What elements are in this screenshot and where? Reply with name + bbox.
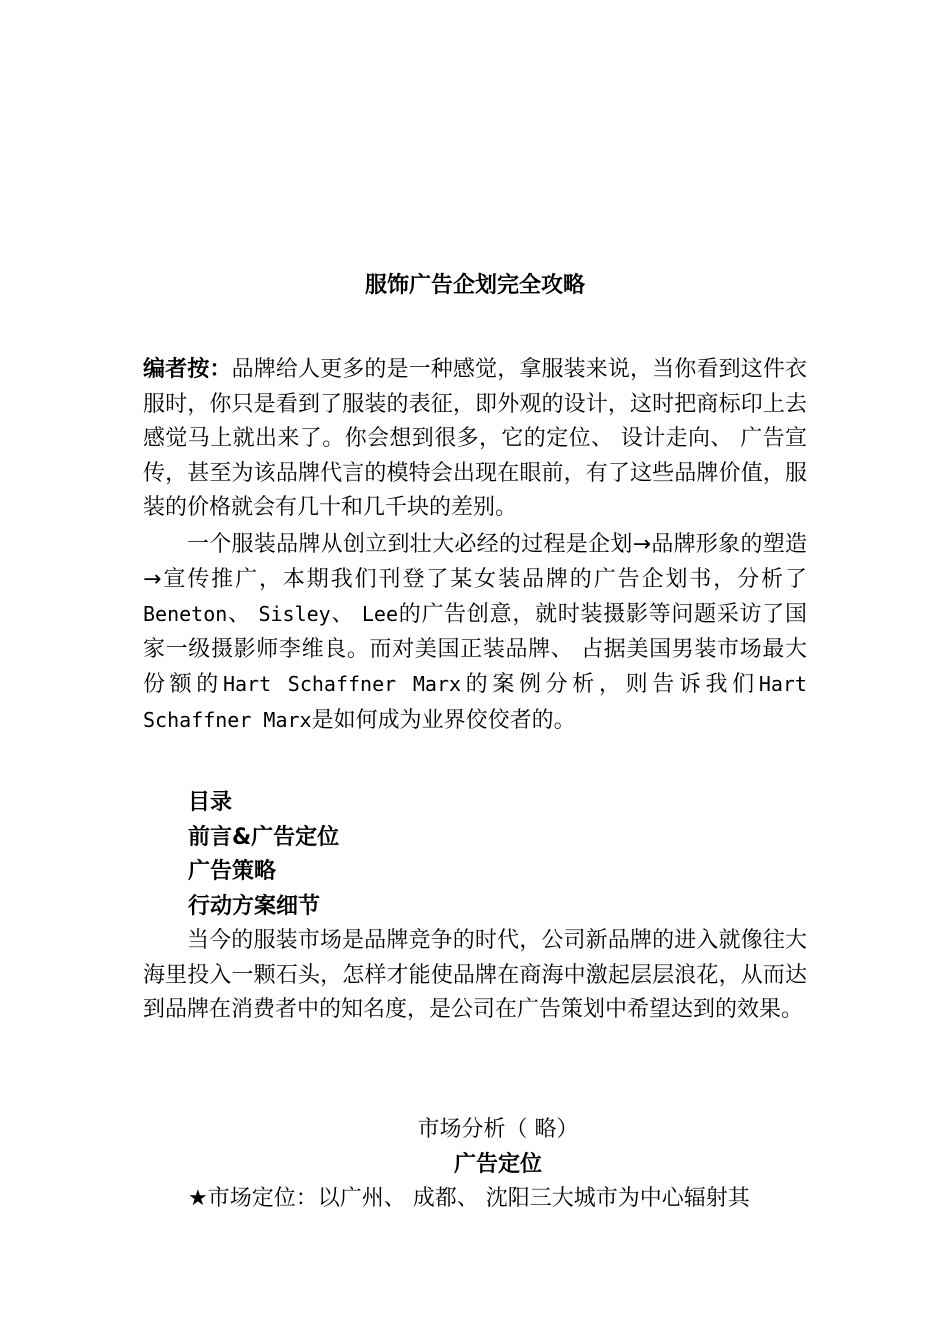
brand-beneton: Beneton: [143, 602, 228, 626]
document-title: 服饰广告企划完全攻略: [364, 273, 585, 298]
intro-text-4: 是如何成为业界佼佼者的。: [311, 707, 576, 733]
toc-item-action-plan: 行动方案细节: [188, 893, 321, 919]
brand-hart-schaffner-marx-2: Hart Schaffner Marx: [143, 672, 807, 732]
brand-sisley: Sisley: [258, 602, 331, 626]
market-analysis-heading: 市场分析（ 略）: [417, 1117, 579, 1142]
intro-text-2: 的广告创意，就时装摄影等问题采访了国家一级摄影师李维良。而对美国正装品牌、 占据美国男装市场最大份额的: [143, 602, 808, 697]
brand-hart-schaffner-marx: Hart Schaffner Marx: [222, 672, 462, 696]
toc-item-preface-positioning: 前言&广告定位: [188, 824, 340, 850]
toc-item-ad-strategy: 广告策略: [188, 859, 277, 884]
toc-heading: 目录: [188, 790, 233, 815]
editor-note-label: 编者按：: [143, 357, 232, 382]
brand-lee: Lee: [361, 602, 399, 626]
intro-text-3: 的案例分析，则告诉我们: [461, 672, 759, 697]
intro-paragraph: [143, 528, 807, 738]
intro-separator-1: 、: [227, 602, 259, 627]
editor-note-text: 品牌给人更多的是一种感觉，拿服装来说，当你看到这件衣服时，你只是看到了服装的表征，即外观的设计，这时把商标印上去感觉马上就出来了。你会想到很多，它的定位、 设计走向、 广告宣传，甚至为该品牌代言的模特会出现在眼前，有了这些品牌价值，服装的价格就会有几十和几千块的差别。: [143, 357, 807, 520]
intro-text-1: 一个服装品牌从创立到壮大必经的过程是企划→品牌形象的塑造→宣传推广，本期我们刊登了某女装品牌的广告企划书，分析了: [143, 532, 807, 592]
market-position-paragraph: ★市场定位：以广州、 成都、 沈阳三大城市为中心辐射其: [188, 1186, 750, 1211]
preface-paragraph: 当今的服装市场是品牌竞争的时代，公司新品牌的进入就像往大海里投入一颗石头，怎样才能使品牌在商海中激起层层浪花，从而达到品牌在消费者中的知名度，是公司在广告策划中希望达到的效果。: [143, 928, 807, 1022]
intro-separator-2: 、: [330, 602, 362, 627]
table-of-contents: [188, 786, 339, 924]
editor-note-paragraph: [143, 353, 807, 526]
ad-positioning-heading: 广告定位: [453, 1152, 542, 1177]
